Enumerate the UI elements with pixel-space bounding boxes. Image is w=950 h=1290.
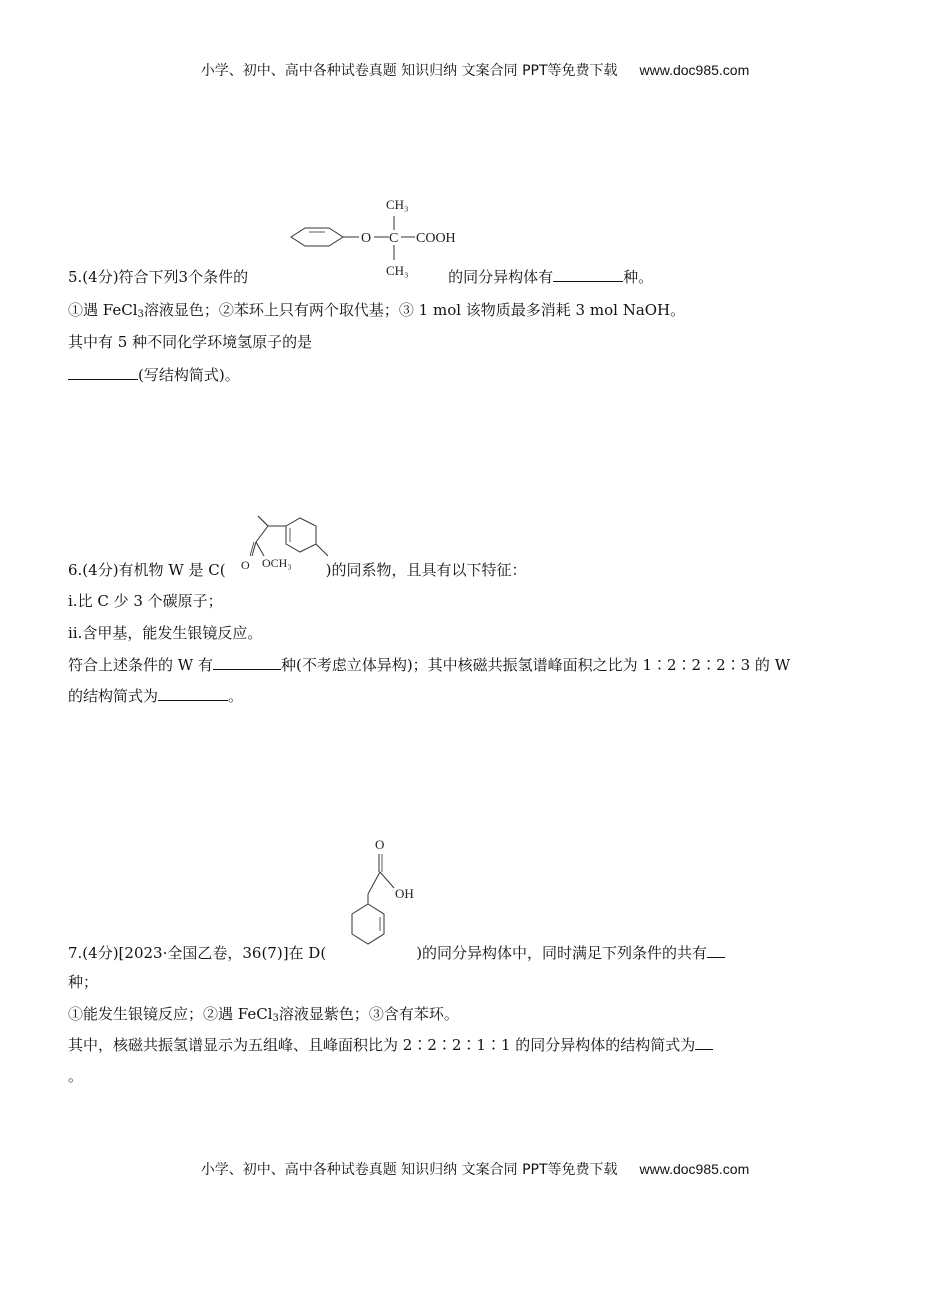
page-footer [0, 1159, 950, 1179]
q7-answer-blank-1[interactable] [707, 943, 725, 958]
q7-stem-b: )的同分异构体中，同时满足下列条件的共有 [416, 944, 708, 962]
q5-o-label: O [361, 231, 372, 246]
q7-line5: 。 [68, 1067, 84, 1085]
q7-line4-text: 其中，核磁共振氢谱显示为五组峰、且峰面积比为 2∶2∶2∶1∶1 的同分异构体的结构简式为 [68, 1036, 696, 1054]
q5-stem-a: 5.(4分)符合下列3个条件的 [68, 268, 249, 286]
page-header [0, 60, 950, 80]
q6-stem [68, 560, 526, 580]
q5-conditions [68, 300, 685, 320]
q7-o-label: O [375, 837, 385, 852]
q6-line4-a: 符合上述条件的 W 有 [68, 656, 213, 674]
q5-line4-text: (写结构简式)。 [138, 366, 240, 384]
q7-cond-sub: 3 [272, 1013, 279, 1024]
q5-stem-b: 的同分异构体有 [448, 268, 554, 286]
q6-answer-blank-2[interactable] [158, 686, 228, 701]
q7-line2: 种； [68, 973, 99, 991]
q5-answer-blank-1[interactable] [553, 267, 623, 282]
q5-stem [68, 267, 653, 287]
q5-stem-c: 种。 [623, 268, 654, 286]
header-text: 小学、初中、高中各种试卷真题 知识归纳 文案合同 PPT等免费下载 [200, 63, 618, 79]
q6-line4-b: 种(不考虑立体异构)；其中核磁共振氢谱峰面积之比为 1∶2∶2∶2∶3 的 W [280, 656, 791, 674]
q5-cooh-label: COOH [416, 231, 456, 246]
q7-conditions [68, 1004, 459, 1024]
q6-line4 [68, 655, 790, 675]
q7-answer-blank-2[interactable] [695, 1035, 713, 1050]
q6-stem-b: )的同系物，且具有以下特征： [325, 561, 527, 579]
footer-text: 小学、初中、高中各种试卷真题 知识归纳 文案合同 PPT等免费下载 [200, 1162, 618, 1178]
q5-line4 [68, 365, 240, 385]
q7-stem [68, 943, 725, 963]
q7-line4 [68, 1035, 713, 1055]
header-url[interactable]: www.doc985.com [639, 62, 750, 78]
q5-cond-b: 溶液显色；②苯环上只有两个取代基；③ 1 mol 该物质最多消耗 3 mol NaOH。 [143, 301, 686, 319]
q5-answer-blank-2[interactable] [68, 365, 138, 380]
q6-line5 [68, 686, 243, 706]
q6-line5-b: 。 [228, 687, 244, 705]
q5-ch3-top: CH₃ [386, 197, 409, 212]
q5-line3: 其中有 5 种不同化学环境氢原子的是 [68, 333, 313, 351]
q7-cond-b: 溶液显紫色；③含有苯环。 [278, 1005, 459, 1023]
q5-cond-a: ①遇 FeCl [68, 301, 138, 319]
footer-url[interactable]: www.doc985.com [639, 1161, 750, 1177]
q6-line5-a: 的结构简式为 [68, 687, 159, 705]
q7-cond-a: ①能发生银镜反应；②遇 FeCl [68, 1005, 273, 1023]
q7-oh-label: OH [395, 886, 414, 901]
q6-cond2: ⅱ.含甲基，能发生银镜反应。 [68, 624, 263, 642]
q5-ch3-bottom: CH₃ [386, 263, 409, 278]
q5-c-label: C [389, 231, 399, 246]
q6-cond1: ⅰ.比 C 少 3 个碳原子； [68, 592, 223, 610]
q7-stem-a: 7.(4分)[2023·全国乙卷，36(7)]在 D( [68, 944, 327, 962]
q5-cond-sub: 3 [137, 309, 144, 320]
q6-stem-a: 6.(4分)有机物 W 是 C( [68, 561, 226, 579]
q6-o-label: O [241, 558, 250, 572]
q6-och3-label: OCH₃ [262, 556, 292, 570]
q6-answer-blank-1[interactable] [213, 655, 281, 670]
